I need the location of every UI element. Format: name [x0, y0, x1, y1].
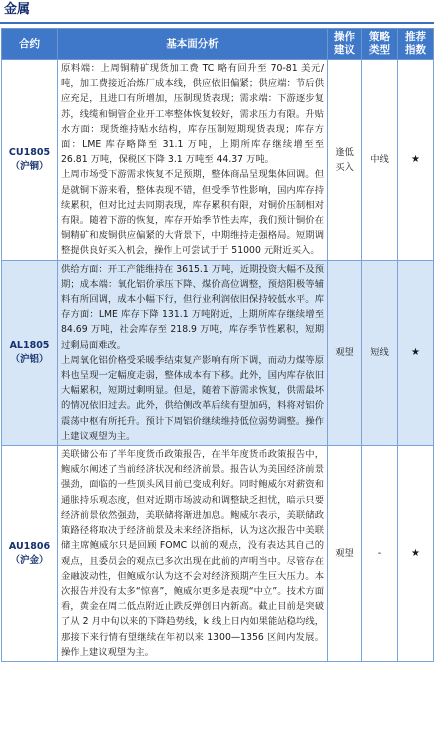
strategy-cell: 短线 [362, 260, 398, 445]
table-row [2, 260, 434, 445]
analysis-cell [58, 60, 328, 261]
index-star-icon: ★ [398, 446, 434, 662]
index-star-icon: ★ [398, 260, 434, 445]
index-star-icon: ★ [398, 60, 434, 261]
strategy-cell: 中线 [362, 60, 398, 261]
contract-code: AU1806 [8, 540, 51, 552]
strategy-cell: - [362, 446, 398, 662]
analysis-paragraph: 美联储公布了半年度货币政策报告，在半年度货币政策报告中，鲍威尔阐述了当前经济状况和经济前景。报告认为美国经济前景强劲，面临的一些顶头风目前已变成利好。同时鲍威尔对薪资和通胀持乐观态度，但对近期市场波动和调整缺乏担忧，暗示只要经济前景依然强劲，美联储将渐进加息。鲍威尔表示，美联储政策路径将取决于经济前景及未来经济指标，认为这次报告中美联储主席鲍威尔只是回顾 FOMC 以前的观点，没有表达其自己的观点，且委员会的观点已多次出现在此前的声明当中。尽管存在金融波动性，但鲍威尔认为这不会对经济预期产生巨大压力。本次报告并没有太多“惊喜”，鲍威尔更多是表现“中立”。技术方面看，黄金在周二低点附近止跌反弹创日内新高。截止目前是突破了从 2 月中旬以来的下降趋势线，k 线上日内如果能站稳均线，那接下来行情有望继续在年初以来 1300—1356 区间内发展。操作上建议观望为主。 [61, 449, 324, 658]
analysis-paragraph: 上周市场受下游需求恢复不足预期，整体商品呈现集体回调。但是就铜下游来看，整体表现不错，但受季节性影响，国内库存持续累积，但对比过去同期表现，库存累积有限，对铜价压制相对有限。随着下游的恢复，库存开始季节性去库，我们预计铜价在铜精矿和废铜供应偏紧的大背景下，中期维持走强格局。短期调整提供良好买入机会，操作上可尝试于于 51000 元附近买入。 [61, 169, 324, 257]
contract-name: （沪铝） [10, 353, 49, 365]
analysis-cell [58, 260, 328, 445]
table-row [2, 60, 434, 261]
table-row [2, 446, 434, 662]
header-suggestion: 操作 建议 [328, 29, 362, 60]
recommendation-table [1, 28, 434, 662]
suggestion-cell: 观望 [328, 260, 362, 445]
header-strategy: 策略 类型 [362, 29, 398, 60]
header-analysis: 基本面分析 [58, 29, 328, 60]
contract-cell [2, 260, 58, 445]
header-contract: 合约 [2, 29, 58, 60]
analysis-cell [58, 446, 328, 662]
contract-code: CU1805 [8, 146, 51, 158]
contract-code: AL1805 [9, 339, 50, 351]
suggestion-cell: 逢低 买入 [328, 60, 362, 261]
contract-name: （沪铜） [10, 160, 49, 172]
section-title: 金属 [0, 0, 434, 24]
analysis-paragraph: 原料端：上周铜精矿现货加工费 TC 略有回升至 70-81 美元/吨，加工费接近冶炼厂成本线，供应依旧偏紧；供应端：节后供应充足，且进口有所增加，压制现货表现；需求端：下游逐步复苏，线缆和铜管企业开工率整体恢复较好，需求压力有限。升贴水方面：现货维持贴水结构，库存压制短期现货表现；库存方面：LME 库存略降至 31.1 万吨，上期所库存继续增至至 26.81 万吨，保税区下降 3.1 万吨至 44.37 万吨。 [61, 63, 324, 166]
contract-cell [2, 60, 58, 261]
header-index: 推荐 指数 [398, 29, 434, 60]
contract-cell [2, 446, 58, 662]
analysis-paragraph: 上周氧化铝价格受采暖季结束复产影响有所下调，而动力煤等原料也呈现一定幅度走弱，整体成本有下移。此外，国内库存依旧大幅累积，短期过剩明显。但是，随着下游需求恢复，供需最坏的情况依旧过去。此外，供给侧改革后续有望加码，料将对铝价震荡中枢有所托升。预计下周铝价继续维持低位弱势调整。操作上建议观望为主。 [61, 354, 324, 442]
analysis-paragraph: 供给方面：开工产能维持在 3615.1 万吨，近期投资大幅不及预期；成本端：氧化铝价承压下降、煤价高位调整，预焙阳极等辅料有所回调，成本小幅下行，但行业利润依旧保持较低水平。库存方面：LME 库存下降 131.1 万吨附近，上期所库存继续增至 84.69 万吨，社会库存至 218.9 万吨，库存季节性累积，短期过剩局面难改。 [61, 263, 324, 351]
table-header-row [2, 29, 434, 60]
contract-name: （沪金） [10, 554, 49, 566]
suggestion-cell: 观望 [328, 446, 362, 662]
